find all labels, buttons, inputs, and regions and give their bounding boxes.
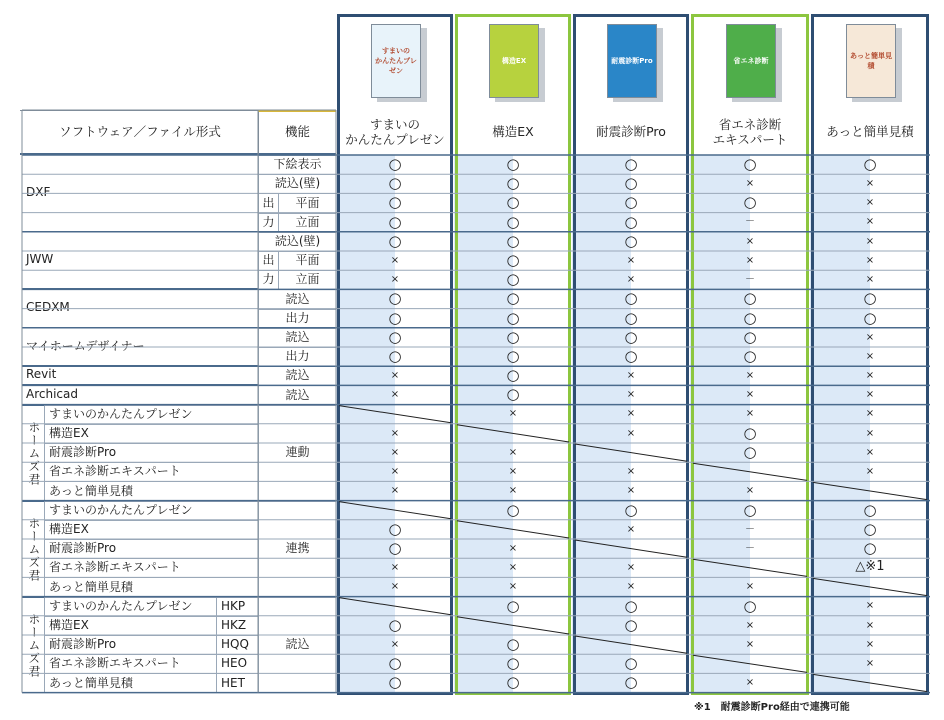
value-cell: ○: [624, 500, 638, 519]
function-label: 立面: [278, 270, 336, 289]
value-cell: ○: [743, 442, 757, 461]
value-cell: ○: [388, 174, 402, 193]
value-cell: ×: [865, 254, 875, 266]
value-cell: ○: [624, 327, 638, 346]
value-cell: [690, 558, 810, 577]
value-cell: ○: [506, 327, 520, 346]
function-label: 読込(壁): [258, 232, 336, 251]
homes-group-label: ホームズ君: [22, 597, 44, 693]
homes-item-label: すまいのかんたんプレゼン: [44, 501, 258, 520]
value-cell: ○: [624, 212, 638, 231]
group-label: DXF: [22, 155, 258, 232]
function-label: 力: [258, 213, 278, 232]
value-cell: ×: [626, 466, 636, 478]
value-cell: ×: [865, 274, 875, 286]
value-cell: ○: [388, 654, 402, 673]
function-label: 下絵表示: [258, 155, 336, 174]
product-box-image: 省エネ診断: [726, 24, 776, 98]
value-cell: ×: [390, 446, 400, 458]
value-cell: ○: [743, 154, 757, 173]
value-cell: △※1: [855, 559, 885, 575]
value-cell: －: [745, 274, 755, 286]
value-cell: [454, 616, 572, 635]
value-cell: ×: [626, 485, 636, 497]
function-label: 読込: [258, 366, 336, 385]
value-cell: [810, 577, 930, 596]
value-cell: ○: [863, 308, 877, 327]
value-cell: ×: [865, 389, 875, 401]
value-cell: [336, 501, 454, 520]
value-cell: ○: [388, 212, 402, 231]
value-cell: ○: [624, 154, 638, 173]
value-cell: ×: [508, 562, 518, 574]
value-cell: ○: [506, 231, 520, 250]
value-cell: ○: [743, 500, 757, 519]
value-cell: [690, 654, 810, 673]
value-cell: ○: [388, 327, 402, 346]
ext-code: HKP: [216, 597, 258, 616]
value-cell: ×: [390, 427, 400, 439]
value-cell: ○: [506, 174, 520, 193]
value-cell: ×: [626, 581, 636, 593]
homes-item-label: すまいのかんたんプレゼン: [44, 405, 258, 424]
value-cell: ×: [626, 274, 636, 286]
homes-item-label: 構造EX: [44, 616, 216, 635]
value-cell: ○: [506, 366, 520, 385]
value-cell: ○: [388, 673, 402, 692]
value-cell: ×: [865, 638, 875, 650]
value-cell: [454, 424, 572, 443]
header-software-format: ソフトウェア／ファイル形式: [20, 110, 260, 155]
value-cell: [572, 539, 690, 558]
value-cell: ○: [863, 289, 877, 308]
value-cell: ×: [865, 370, 875, 382]
value-cell: ×: [390, 389, 400, 401]
value-cell: －: [745, 542, 755, 554]
value-cell: ×: [745, 677, 755, 689]
homes-item-label: 耐震診断Pro: [44, 539, 258, 558]
value-cell: ○: [624, 289, 638, 308]
value-cell: ○: [506, 634, 520, 653]
value-cell: ×: [865, 216, 875, 228]
homes-item-label: 構造EX: [44, 424, 258, 443]
value-cell: ×: [626, 408, 636, 420]
value-cell: ×: [390, 581, 400, 593]
value-cell: ×: [865, 600, 875, 612]
group-label: マイホームデザイナー: [22, 328, 258, 366]
value-cell: ○: [388, 193, 402, 212]
homes-item-label: 省エネ診断エキスパート: [44, 654, 216, 673]
value-cell: ○: [743, 289, 757, 308]
value-cell: ×: [508, 485, 518, 497]
value-cell: ×: [865, 197, 875, 209]
homes-item-label: 耐震診断Pro: [44, 635, 216, 654]
value-cell: ○: [624, 308, 638, 327]
function-label: 出: [258, 193, 278, 212]
value-cell: [336, 597, 454, 616]
value-cell: ○: [506, 308, 520, 327]
value-cell: ×: [745, 178, 755, 190]
value-cell: ×: [865, 350, 875, 362]
value-cell: ○: [624, 596, 638, 615]
function-label: 読込(壁): [258, 174, 336, 193]
product-box-image: 耐震診断Pro: [607, 24, 657, 98]
value-cell: ×: [745, 638, 755, 650]
value-cell: ×: [865, 408, 875, 420]
value-cell: ○: [506, 500, 520, 519]
value-cell: ×: [508, 542, 518, 554]
homes-item-label: 耐震診断Pro: [44, 443, 258, 462]
ext-code: HEO: [216, 654, 258, 673]
value-cell: ×: [865, 466, 875, 478]
value-cell: ○: [388, 289, 402, 308]
product-header: すまいの かんたんプレゼン: [345, 117, 445, 147]
value-cell: ○: [743, 423, 757, 442]
value-cell: ×: [390, 370, 400, 382]
value-cell: ○: [506, 596, 520, 615]
value-cell: ×: [745, 619, 755, 631]
value-cell: ○: [506, 212, 520, 231]
value-cell: ×: [626, 254, 636, 266]
product-header: あっと簡単見積: [826, 124, 914, 140]
homes-item-label: 省エネ診断エキスパート: [44, 558, 258, 577]
value-cell: [690, 462, 810, 481]
function-label: 立面: [278, 213, 336, 232]
value-cell: ○: [743, 346, 757, 365]
value-cell: ×: [865, 427, 875, 439]
homes-item-label: あっと簡単見積: [44, 481, 258, 500]
value-cell: ○: [506, 250, 520, 269]
group-label: CEDXM: [22, 289, 258, 327]
value-cell: ×: [626, 523, 636, 535]
value-cell: ○: [388, 519, 402, 538]
value-cell: ×: [865, 446, 875, 458]
homes-group-label: ホームズ君: [22, 405, 44, 501]
value-cell: ○: [506, 673, 520, 692]
value-cell: [572, 443, 690, 462]
value-cell: ×: [745, 254, 755, 266]
value-cell: ○: [743, 596, 757, 615]
value-cell: ○: [743, 193, 757, 212]
value-cell: ×: [865, 658, 875, 670]
homes-item-label: すまいのかんたんプレゼン: [44, 597, 216, 616]
value-cell: ×: [745, 485, 755, 497]
value-cell: －: [745, 216, 755, 228]
value-cell: ×: [865, 178, 875, 190]
function-label: 連携: [258, 501, 336, 597]
function-label: 力: [258, 270, 278, 289]
function-label: 連動: [258, 405, 336, 501]
value-cell: ○: [506, 289, 520, 308]
homes-item-label: あっと簡単見積: [44, 577, 258, 596]
value-cell: ×: [865, 331, 875, 343]
value-cell: ○: [506, 385, 520, 404]
homes-item-label: 構造EX: [44, 520, 258, 539]
value-cell: ×: [745, 235, 755, 247]
value-cell: ×: [390, 562, 400, 574]
value-cell: ×: [508, 466, 518, 478]
function-label: 平面: [278, 193, 336, 212]
product-box-image: あっと簡単見積: [846, 24, 896, 98]
value-cell: ○: [388, 231, 402, 250]
value-cell: ○: [624, 346, 638, 365]
value-cell: [454, 520, 572, 539]
value-cell: ○: [743, 308, 757, 327]
ext-code: HKZ: [216, 616, 258, 635]
value-cell: ×: [745, 408, 755, 420]
product-header: 省エネ診断 エキスパート: [712, 117, 788, 147]
value-cell: ○: [388, 346, 402, 365]
function-label: 読込: [258, 328, 336, 347]
group-label: JWW: [22, 232, 258, 290]
value-cell: ○: [863, 154, 877, 173]
value-cell: ×: [390, 274, 400, 286]
value-cell: ×: [865, 235, 875, 247]
value-cell: ×: [745, 581, 755, 593]
value-cell: [572, 635, 690, 654]
function-label: 平面: [278, 251, 336, 270]
homes-item-label: 省エネ診断エキスパート: [44, 462, 258, 481]
value-cell: ×: [390, 485, 400, 497]
product-header: 構造EX: [492, 124, 534, 140]
ext-code: HET: [216, 673, 258, 692]
value-cell: ×: [390, 466, 400, 478]
product-box-image: すまいの かんたんプレゼン: [371, 24, 421, 98]
value-cell: ×: [390, 638, 400, 650]
value-cell: ×: [745, 389, 755, 401]
function-label: 読込: [258, 385, 336, 404]
value-cell: ○: [863, 519, 877, 538]
value-cell: ×: [390, 254, 400, 266]
value-cell: ○: [624, 174, 638, 193]
value-cell: [336, 405, 454, 424]
value-cell: ○: [624, 673, 638, 692]
product-box-image: 構造EX: [489, 24, 539, 98]
homes-group-label: ホームズ君: [22, 501, 44, 597]
header-function: 機能: [258, 110, 336, 155]
value-cell: ×: [508, 408, 518, 420]
value-cell: ×: [626, 370, 636, 382]
value-cell: ×: [626, 389, 636, 401]
function-label: 読込: [258, 597, 336, 693]
value-cell: ○: [624, 615, 638, 634]
group-label: Archicad: [22, 385, 258, 404]
product-header: 耐震診断Pro: [596, 124, 666, 140]
value-cell: ○: [624, 654, 638, 673]
value-cell: ○: [388, 615, 402, 634]
value-cell: ○: [506, 654, 520, 673]
value-cell: ×: [508, 446, 518, 458]
value-cell: ×: [745, 370, 755, 382]
value-cell: [810, 673, 930, 692]
function-label: 出: [258, 251, 278, 270]
ext-code: HQQ: [216, 635, 258, 654]
value-cell: ○: [863, 538, 877, 557]
value-cell: ○: [388, 154, 402, 173]
value-cell: ×: [626, 562, 636, 574]
footnote: ※1 耐震診断Pro経由で連携可能: [694, 702, 850, 713]
value-cell: [810, 481, 930, 500]
homes-item-label: あっと簡単見積: [44, 673, 216, 692]
value-cell: ○: [388, 538, 402, 557]
value-cell: ○: [506, 154, 520, 173]
function-label: 読込: [258, 289, 336, 308]
value-cell: ○: [506, 270, 520, 289]
function-label: 出力: [258, 347, 336, 366]
value-cell: ○: [624, 231, 638, 250]
value-cell: ×: [626, 427, 636, 439]
value-cell: ○: [506, 346, 520, 365]
value-cell: －: [745, 523, 755, 535]
group-label: Revit: [22, 366, 258, 385]
function-label: 出力: [258, 309, 336, 328]
value-cell: ○: [624, 193, 638, 212]
value-cell: ○: [863, 500, 877, 519]
value-cell: ○: [388, 308, 402, 327]
value-cell: ○: [506, 193, 520, 212]
value-cell: ×: [865, 619, 875, 631]
value-cell: ×: [508, 581, 518, 593]
value-cell: ○: [743, 327, 757, 346]
